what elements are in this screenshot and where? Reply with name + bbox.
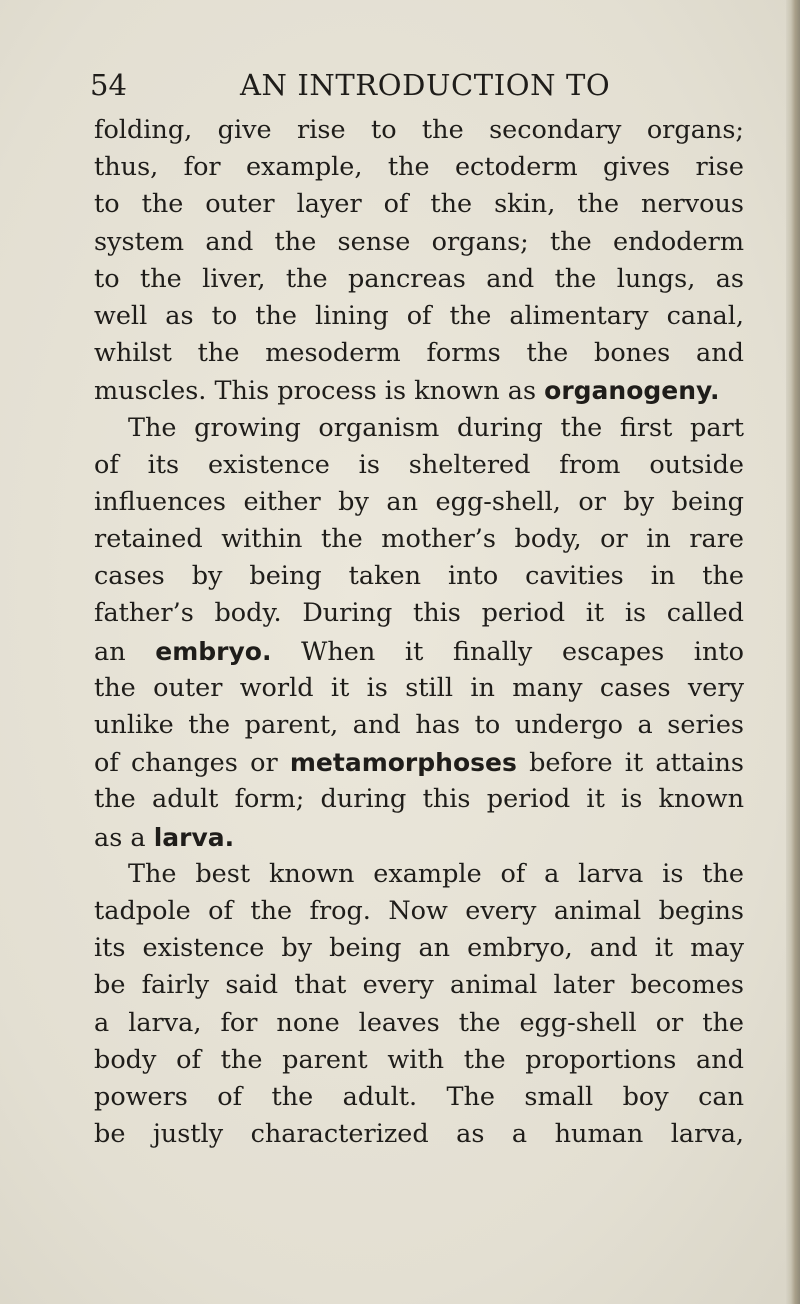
text-line: be fairly said that every animal later becomes bbox=[94, 970, 744, 1001]
text-fragment: of changes or bbox=[94, 748, 290, 779]
term-metamorphoses: metamorphoses bbox=[289, 748, 517, 778]
text-line: The growing organism during the first part bbox=[128, 412, 744, 443]
text-line: a larva, for none leaves the egg-shell or the bbox=[94, 1007, 744, 1038]
text-line: influences either by an egg-shell, or by being bbox=[94, 486, 744, 517]
text-line: well as to the lining of the alimentary canal, bbox=[94, 300, 744, 331]
text-line: father’s body. During this period it is called bbox=[94, 598, 744, 629]
text-line: body of the parent with the proportions and bbox=[94, 1044, 744, 1075]
text-line: retained within the mother’s body, or in rare bbox=[94, 524, 744, 555]
text-fragment: When it finally escapes into bbox=[271, 636, 744, 667]
term-embryo: embryo. bbox=[155, 636, 272, 666]
text-line: of its existence is sheltered from outside bbox=[94, 449, 744, 480]
body-text bbox=[94, 112, 744, 1153]
text-line: unlike the parent, and has to undergo a series bbox=[94, 710, 744, 740]
text-line bbox=[94, 819, 744, 856]
text-line: to the liver, the pancreas and the lungs, as bbox=[94, 263, 744, 294]
text-line: thus, for example, the ectoderm gives rise bbox=[94, 152, 744, 183]
text-line: powers of the adult. The small boy can bbox=[94, 1081, 744, 1112]
text-line: to the outer layer of the skin, the nervous bbox=[94, 189, 744, 220]
page-edge bbox=[786, 0, 800, 1304]
text-line: its existence by being an embryo, and it may bbox=[94, 933, 744, 964]
text-line: The best known example of a larva is the bbox=[128, 858, 744, 889]
text-line: whilst the mesoderm forms the bones and bbox=[94, 338, 744, 369]
term-organogeny: organogeny. bbox=[544, 376, 720, 406]
text-fragment: an bbox=[94, 636, 156, 667]
text-line bbox=[94, 372, 744, 409]
text-fragment: before it attains bbox=[516, 748, 744, 779]
page-header bbox=[0, 68, 800, 108]
text-line: folding, give rise to the secondary organs; bbox=[94, 115, 744, 145]
text-line bbox=[94, 744, 744, 781]
text-fragment: as a bbox=[94, 822, 154, 853]
text-line: cases by being taken into cavities in the bbox=[94, 561, 744, 592]
text-fragment: muscles. This process is known as bbox=[94, 376, 545, 407]
text-line: system and the sense organs; the endoderm bbox=[94, 226, 744, 257]
text-line: the adult form; during this period it is known bbox=[94, 784, 744, 815]
term-larva: larva. bbox=[153, 822, 235, 852]
text-line: the outer world it is still in many cases very bbox=[94, 672, 744, 703]
page-number: 54 bbox=[90, 68, 127, 102]
text-line: tadpole of the frog. Now every animal begins bbox=[94, 895, 744, 926]
text-line bbox=[94, 633, 744, 670]
text-line: be justly characterized as a human larva, bbox=[94, 1119, 744, 1150]
running-head: AN INTRODUCTION TO bbox=[240, 68, 611, 102]
